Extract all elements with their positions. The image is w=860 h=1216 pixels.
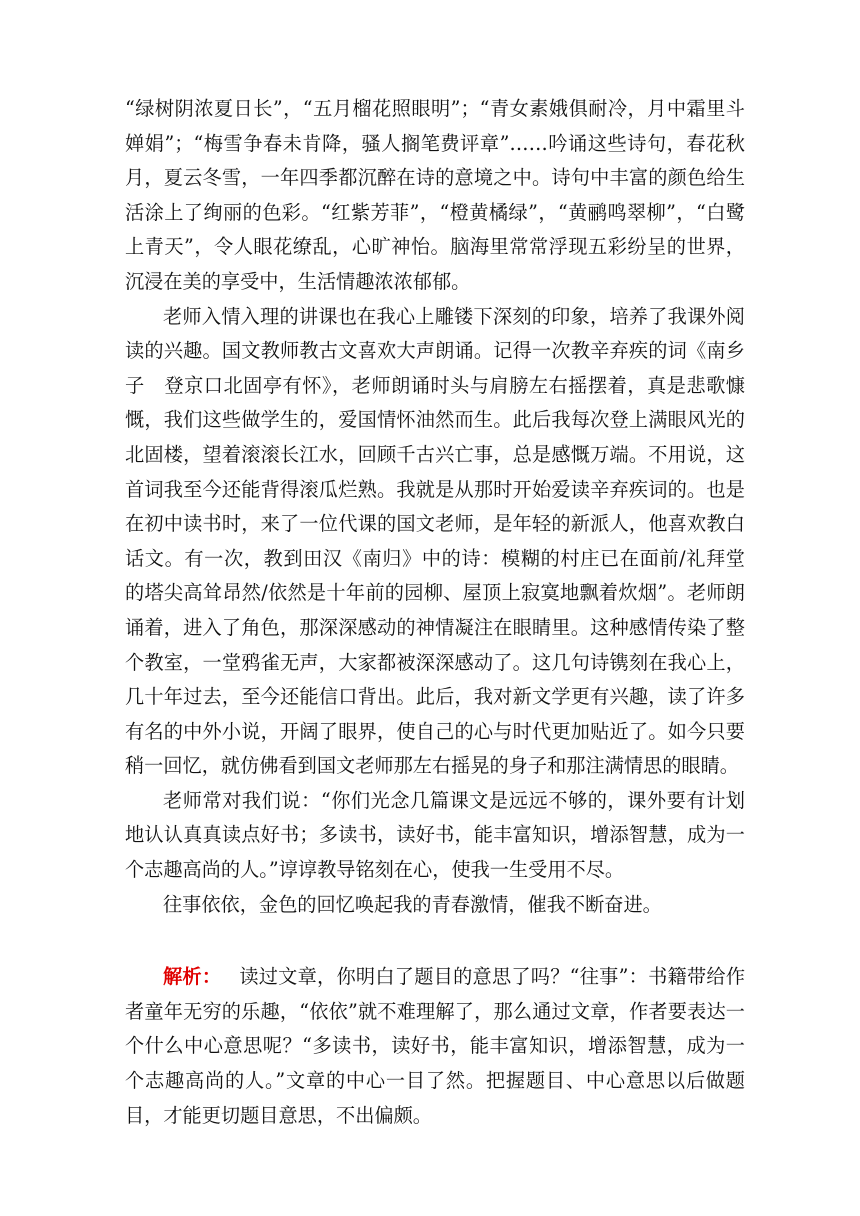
paragraph-teacher-advice: 老师常对我们说：“你们光念几篇课文是远远不够的，课外要有计划地认认真真读点好书；多读书，读好书，能丰富知识，增添智慧，成为一个志趣高尚的人。”谆谆教导铭刻在心，使我一生受用不尽。 bbox=[125, 788, 745, 882]
paragraph-conclusion: 往事依依，金色的回忆唤起我的青春激情，催我不断奋进。 bbox=[163, 892, 662, 916]
analysis-label: 解析： bbox=[163, 965, 222, 989]
analysis-section bbox=[125, 960, 745, 1133]
analysis-text: 读过文章，你明白了题目的意思了吗？“往事”：书籍带给作者童年无穷的乐趣，“依依”就不难理解了，那么通过文章，作者要表达一个什么中心意思呢？“多读书，读好书，能丰富知识，增添智慧，成为一个志趣高尚的人。”文章的中心一目了然。把握题目、中心意思以后做题目，才能更切题目意思，不出偏颇。 bbox=[125, 965, 746, 1127]
article-body bbox=[125, 92, 745, 1133]
paragraph-teacher-reading: 老师入情入理的讲课也在我心上雕镂下深刻的印象，培养了我课外阅读的兴趣。国文教师教古文喜欢大声朗诵。记得一次教辛弃疾的词《南乡子 登京口北固亭有怀》，老师朗诵时头与肩膀左右摇摆着，真是悲歌慷慨，我们这些做学生的，爱国情怀油然而生。此后我每次登上满眼风光的北固楼，望着滚滚长江水，回顾千古兴亡事，总是感慨万端。不用说，这首词我至今还能背得滚瓜烂熟。我就是从那时开始爱读辛弃疾词的。也是在初中读书时，来了一位代课的国文老师，是年轻的新派人，他喜欢教白话文。有一次，教到田汉《南归》中的诗：模糊的村庄已在面前/礼拜堂的塔尖高耸昂然/依然是十年前的园柳、屋顶上寂寞地飘着炊烟”。老师朗诵着，进入了角色，那深深感动的神情凝注在眼睛里。这种感情传染了整个教室，一堂鸦雀无声，大家都被深深感动了。这几句诗镌刻在我心上，几十年过去，至今还能信口背出。此后，我对新文学更有兴趣，读了许多有名的中外小说，开阔了眼界，使自己的心与时代更加贴近了。如今只要稍一回忆，就仿佛看到国文老师那左右摇晃的身子和那注满情思的眼睛。 bbox=[125, 304, 745, 778]
paragraph-poetry-colors: “绿树阴浓夏日长”，“五月榴花照眼明”；“青女素娥俱耐冷，月中霜里斗婵娟”；“梅雪争春未肯降，骚人搁笔费评章”……吟诵这些诗句，春花秋月，夏云冬雪，一年四季都沉醉在诗的意境之中。诗句中丰富的颜色给生活涂上了绚丽的色彩。“红紫芳菲”，“橙黄橘绿”，“黄鹂鸣翠柳”，“白鹭上青天”，令人眼花缭乱，心旷神怡。脑海里常常浮现五彩纷呈的世界，沉浸在美的享受中，生活情趣浓浓郁郁。 bbox=[125, 97, 745, 293]
